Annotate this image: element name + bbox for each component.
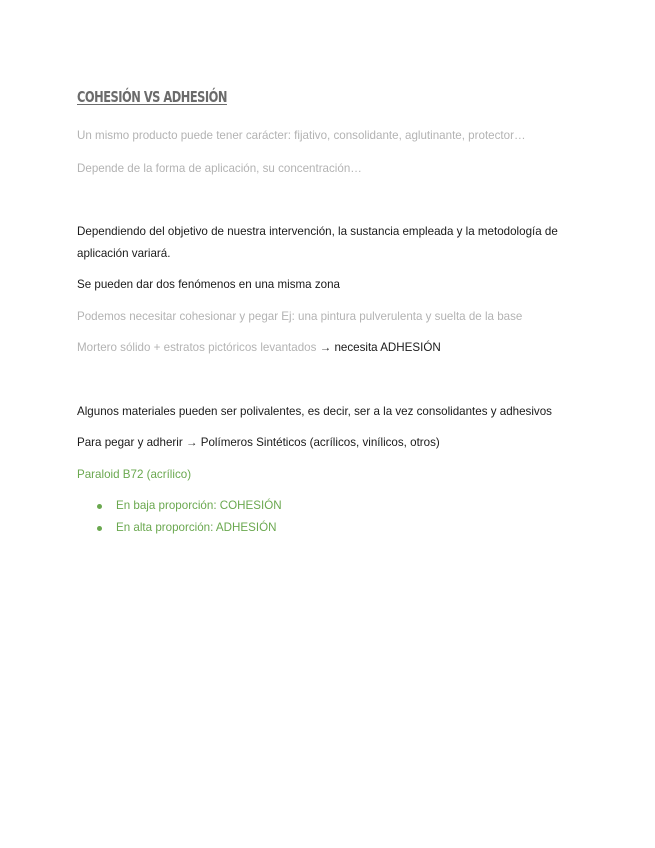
bullet-icon: [97, 504, 102, 509]
paragraph-intervention-objective: Dependiendo del objetivo de nuestra intervención, la sustancia empleada y la metodología de aplicación variará.: [77, 225, 558, 260]
page-title: COHESIÓN VS ADHESIÓN: [77, 88, 227, 106]
list-item: [97, 517, 587, 539]
list-item: [97, 495, 587, 517]
paragraph-polyvalent-materials: Algunos materiales pueden ser polivalentes, es decir, ser a la vez consolidantes y adhesivos: [77, 404, 552, 418]
paragraph-two-phenomena: Se pueden dar dos fenómenos en una misma zona: [77, 278, 340, 291]
paragraph-application-form: Depende de la forma de aplicación, su concentración…: [77, 161, 362, 175]
mortar-text: Mortero sólido + estratos pictóricos levantados: [77, 341, 320, 354]
needs-adhesion-text: → necesita ADHESIÓN: [319, 341, 441, 354]
paragraph-cohesion-example: Podemos necesitar cohesionar y pegar Ej: una pintura pulverulenta y suelta de la base: [77, 309, 523, 323]
bullet-icon: [97, 526, 102, 531]
list-item-text: En alta proporción: ADHESIÓN: [116, 521, 277, 534]
paragraph-paraloid: Paraloid B72 (acrílico): [77, 467, 192, 481]
paragraph-mortar-adhesion: [77, 337, 587, 359]
document-body: [77, 86, 587, 539]
paragraph-product-character: Un mismo producto puede tener carácter: fijativo, consolidante, aglutinante, protector…: [77, 129, 526, 142]
proportion-list: [77, 495, 587, 539]
list-item-text: En baja proporción: COHESIÓN: [116, 499, 282, 512]
paragraph-synthetic-polymers: Para pegar y adherir → Polímeros Sintéticos (acrílicos, vinílicos, otros): [77, 436, 440, 449]
